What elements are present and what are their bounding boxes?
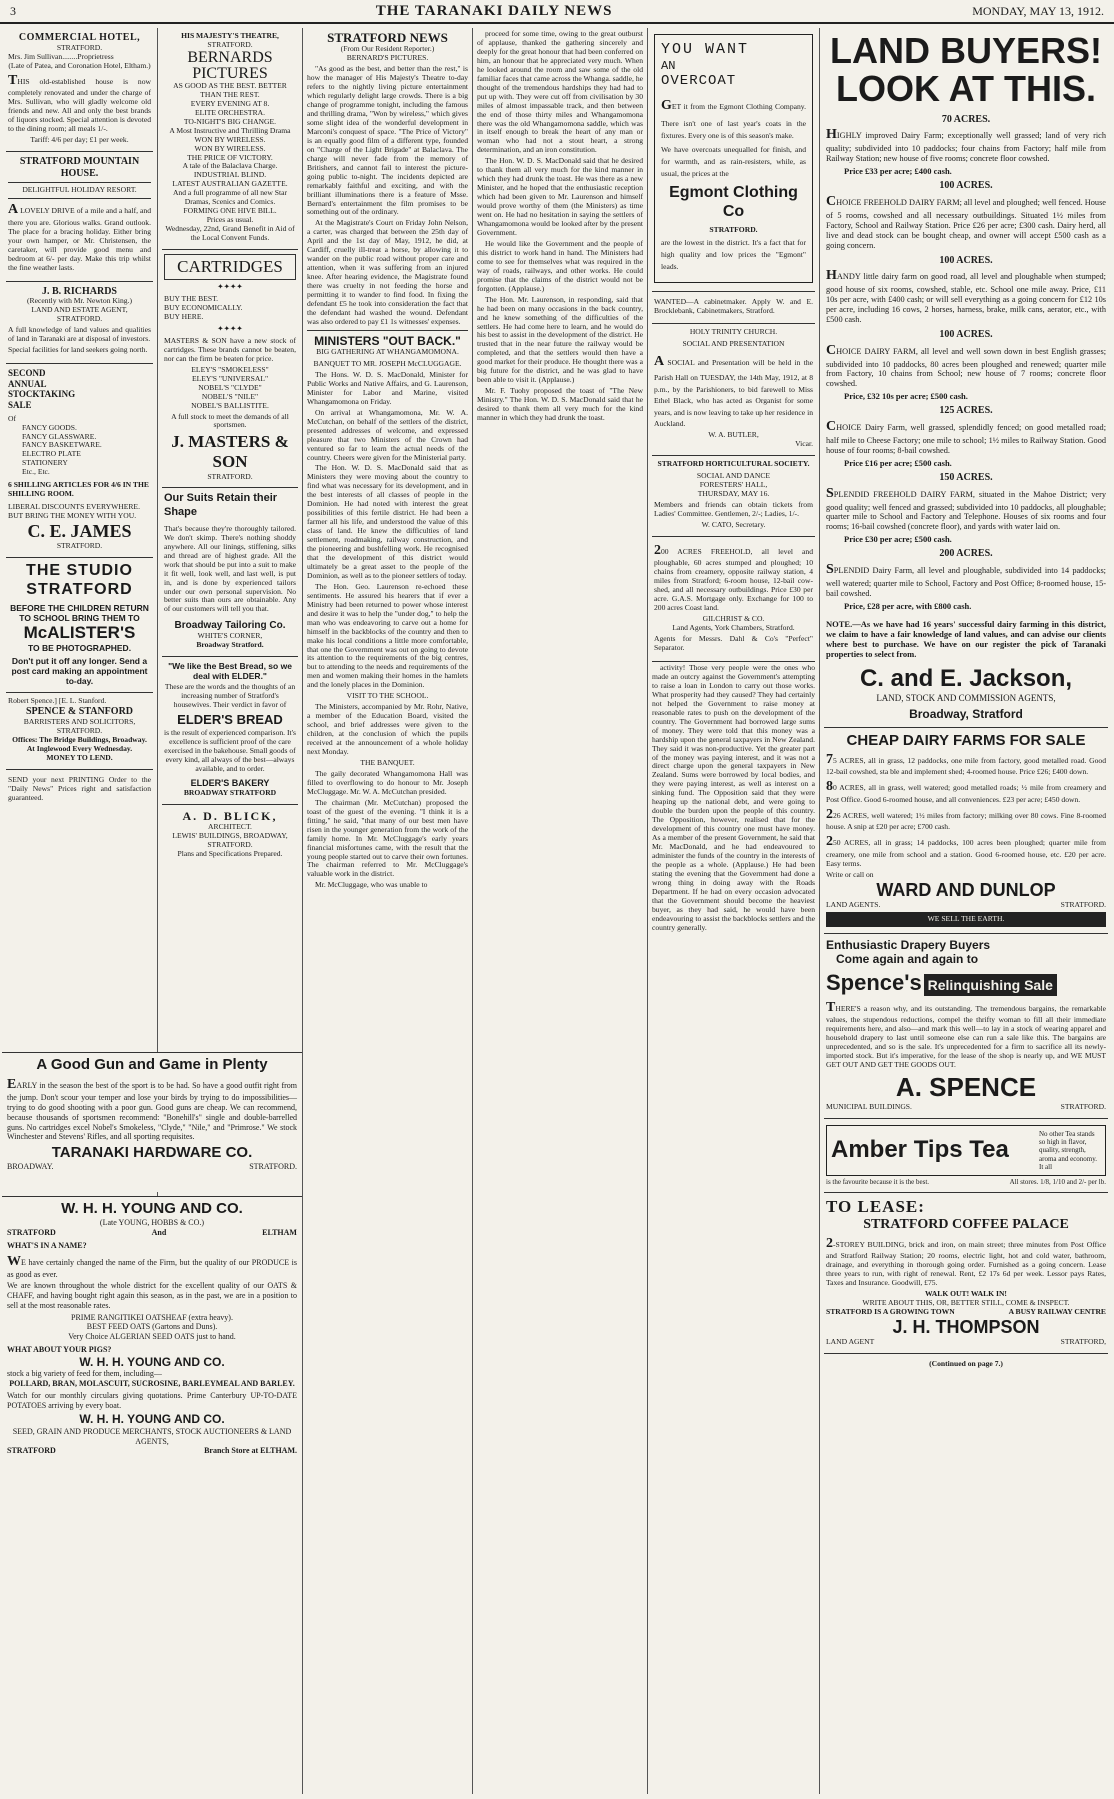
buy-line: BUY HERE. — [164, 311, 204, 321]
tailoring-address: Broadway Stratford. — [196, 640, 264, 650]
young-p3: PRIME RANGITIKEI OATSHEAF (extra heavy). — [71, 1312, 233, 1322]
farm-listing — [826, 114, 1106, 177]
hort-signature: W. CATO, Secretary. — [701, 519, 766, 529]
young-q1: WHAT'S IN A NAME? — [7, 1240, 87, 1250]
theatre-place: STRATFORD. — [207, 39, 253, 49]
coffee-palace-body: 2-STOREY BUILDING, brick and iron, on main street; three minutes from Post Office and Stratford Railway Station; 20 rooms, electric light, hot and cold water, bathroom, drainage, and everything in thorough going order. Furnished as a going concern. Lease three years to run, with right of renewal. Rent, £2 17s 6d per week. Lessor pays Rates, Taxes and Insurance. Goodwill, £75. — [826, 1235, 1106, 1288]
coffee-palace-grow: STRATFORD IS A GROWING TOWN — [826, 1307, 955, 1317]
young-bottom-left: STRATFORD — [7, 1446, 56, 1456]
sale-item: FANCY GOODS. — [22, 422, 77, 432]
church-heading: HOLY TRINITY CHURCH. — [689, 327, 778, 337]
stratford-news-heading: STRATFORD NEWS — [327, 30, 448, 45]
horticultural-ad — [652, 456, 815, 537]
theatre-every: EVERY EVENING AT 8. — [190, 98, 270, 108]
news-para-9: The chairman (Mr. McCutchan) proposed the toast of the guest of the evening. "I think it is a fitting," he said, "that many of our best men have risen in the younger generation from the work of the family home. In Mr. McCluggage's early years financial misfortunes came, with the result that the young people started out to carve their own fortunes. The chairman referred to Mr. McCluggage's valuable work in the district. — [307, 797, 468, 879]
bernards-pictures: BERNARDS PICTURES — [187, 48, 273, 82]
suits-ad — [162, 488, 298, 657]
overcoat-body-2: We have overcoats unequalled for finish, and for warmth, and as rain-resisters, while, as usual, the prices at the — [661, 145, 806, 179]
church-title: Vicar. — [795, 439, 813, 449]
farm-acres: 100 ACRES. — [939, 254, 993, 266]
cartridge-brands — [164, 366, 296, 411]
farm-description: SPLENDID FREEHOLD DAIRY FARM, situated in the Mahoe District; very good quality; well fenced and grassed; subdivided into 10 paddocks, all ploughable; quarter mile to School and Factory and Telephone. Houses of six rooms and four rooms; 16-bail cowshed (concrete floor), and yards with water laid on. — [826, 485, 1106, 532]
sale-line-4: SALE — [8, 400, 32, 411]
farm-listing — [826, 255, 1106, 325]
cartridges-heading: CARTRIDGES — [164, 254, 296, 280]
coffee-palace-write: WRITE ABOUT THIS, OR, BETTER STILL, COME & INSPECT. — [862, 1298, 1070, 1308]
farm-listing — [826, 472, 1106, 544]
spence-sale: Relinquishing Sale — [924, 974, 1057, 996]
cartridge-brand: NOBEL'S BALLISTITE. — [191, 400, 269, 410]
studio-name: McALISTER'S — [23, 623, 136, 643]
theatre-wednesday: Wednesday, 22nd, Grand Benefit in Aid of the Local Convent Funds. — [165, 224, 295, 243]
farm-acres: 100 ACRES. — [939, 180, 993, 192]
spence-name: Spence's — [826, 969, 922, 995]
coffee-palace-centre: A BUSY RAILWAY CENTRE — [1008, 1307, 1106, 1317]
sale-offer: 6 SHILLING ARTICLES FOR 4/6 IN THE SHILLING ROOM. — [8, 480, 149, 499]
hotel-late: (Late of Patea, and Coronation Hotel, Eltham.) — [8, 60, 151, 70]
farm-acres: 150 ACRES. — [939, 471, 993, 483]
gilchrist-body: 200 ACRES FREEHOLD, all level and ploughable, 60 acres stumped and ploughed; 10 chains from creamery, opposite railway station, 4 miles from Stratford; 6-room house, 12-bail cow-shed, and all necessary outbuildings. Price £30 per acre. G.A.S. Mortgage only. Exchange for 100 to 200 acres Coast land. — [654, 542, 813, 613]
mountain-house-name: STRATFORD MOUNTAIN HOUSE. — [19, 155, 140, 179]
issue-date: MONDAY, MAY 13, 1912. — [972, 3, 1104, 18]
newspaper-title: THE TARANAKI DAILY NEWS — [375, 2, 613, 19]
sale-item: STATIONERY — [22, 458, 68, 468]
news-para-3: The Hons. W. D. S. MacDonald, Minister for Public Works and Native Affairs, and G. Laurenson, Minister for Labor and Marine, visited Whangamomona on Friday. — [307, 369, 468, 406]
mountain-house-body: A LOVELY DRIVE of a mile and a half, and there you are. Glorious walks. Grand outlook. The place for a bracing holiday. Either bring your own hamper, or Mr. Christensen, the caretaker, will provide good menu and bedroom at 6/- per day. Make this trip whilst the fine weather lasts. — [8, 202, 151, 272]
young-firm-3: W. H. H. YOUNG AND CO. — [79, 1412, 225, 1427]
school-subhead: VISIT TO THE SCHOOL. — [346, 691, 429, 701]
richards-place: STRATFORD. — [56, 314, 103, 324]
theatre-orchestra: ELITE ORCHESTRA. — [194, 107, 266, 117]
spence-buildings: MUNICIPAL BUILDINGS. — [826, 1101, 912, 1111]
young-branch: Branch Store at ELTHAM. — [204, 1446, 297, 1456]
thompson-place: STRATFORD, — [1060, 1337, 1106, 1347]
richards-note: Special facilities for land seekers going north. — [8, 345, 148, 355]
hort-body: Members and friends can obtain tickets from Ladies' Committee. Gentlemen, 2/-; Ladies, 1/-. — [654, 500, 813, 519]
article-cont-2: The Hon. W. D. S. MacDonald said that he desired to thank them all very much for the kind manner in which they had drunk the toast. He was there as a new Minister, and he hoped that the enthusiastic reception which had been given to Mr. Laurenson and himself would prove worthy of them (the Ministers) as time went on. He had no hesitation in saying the settlers of Whangamomona would be looked after by the present Government. — [477, 156, 643, 237]
article-cont-4: The Hon. Mr. Laurenson, in responding, said that he had been on many occasions in the back country, and he knew something of the difficulties of the settlers. He had come here to learn, and he would do his best to assist in the development of the district. He trusted that in the near future the railway would be completed, and that the settlers would then have a good market for their produce. He thought there was a big future for the district, and he was glad to have been able to visit it. (Applause.) — [477, 294, 643, 385]
egmont-place: STRATFORD. — [709, 225, 758, 235]
studio-ad — [6, 558, 153, 693]
theatre-slogan: AS GOOD AS THE BEST. BETTER THAN THE REST. — [173, 80, 287, 99]
sale-item: Etc., Etc. — [22, 467, 50, 477]
article-cont-5: Mr. F. Tuohy proposed the toast of "The New Ministry." The Hon. W. D. S. MacDonald said that he desired to thank them all very much for the kind manner in which they had drunk the toast. — [477, 386, 643, 423]
a-spence-firm: A. SPENCE — [895, 1072, 1037, 1103]
news-para-8: The gaily decorated Whangamomona Hall was filled to overflowing to do honour to Mr. Joseph McCluggage. Mr. W. A. McCutchan presided. — [307, 768, 468, 796]
column-5 — [647, 28, 819, 1794]
elders-bakery: ELDER'S BAKERY — [190, 778, 270, 789]
jackson-role: LAND, STOCK AND COMMISSION AGENTS, — [876, 693, 1056, 704]
hardware-broadway: BROADWAY. — [7, 1162, 54, 1172]
theatre-drama-1: WON BY WIRELESS. — [194, 134, 266, 144]
article-cont-3: He would like the Government and the people of this district to work hand in hand. The Ministers had come to see for themselves what was required in the way of roads, railways, and other works. He could promise that the claims of the district would not be forgotten. (Applause.) — [477, 238, 643, 293]
hardware-body: EARLY in the season the best of the sport is to be had. So have a good outfit right from the jump. Don't scour your temper and lose your birds by trying to do impossibilities—trying to do good shooting with a poor gun. Good guns are cheap. We can recommend, because thousands of sportsmen recommend: "Bonehill's" single and double-barrelled guns. No cartridges excel Nobel's Smokeless, "Clyde," "Nile," and "Primrose." We stock Winchester and Stevens' Rifles, and all sporting requisites. — [7, 1077, 297, 1142]
buy-lines — [164, 295, 296, 322]
cheap-dairy-item: 75 ACRES, all in grass, 12 paddocks, one mile from factory, good metalled road. Good 12-bail cowshed, sta ble and implement shed; 4-roomed house. Price £26; £400 down. — [826, 751, 1106, 777]
mountain-house-ad — [6, 152, 153, 282]
elders-bread: ELDER'S BREAD — [177, 711, 283, 727]
young-p4: BEST FEED OATS (Gartons and Duns). — [86, 1322, 218, 1332]
studio-title: THE STUDIO — [26, 562, 133, 580]
farm-listing — [826, 329, 1106, 401]
farm-price: Price £16 per acre; £500 cash. — [844, 457, 952, 468]
stocktaking-sale-ad — [6, 364, 153, 558]
land-buyers-heading: LAND BUYERS! — [829, 30, 1102, 71]
church-body: A SOCIAL and Presentation will be held in the Parish Hall on TUESDAY, the 14th May, 1912, at 8 p.m., by the Parishioners, to bid farewell to Miss Ethel Black, who has acted as Organist for some years, and is now leaving to take up her residence in Auckland. — [654, 354, 813, 428]
young-p6: stock a big variety of feed for them, including— — [7, 1369, 162, 1379]
cartridges-ad: CARTRIDGES ✦✦✦✦ BUY THE BEST. BUY ECONOMICALLY. BUY HERE. ✦✦✦✦ MASTERS & SON have a new stock of cartridges. These brands cannot be beaten, nor can the firm be beaten for price. ELEY'S "SMOKELESS" ELEY'S "UNIVERSAL" NOBEL'S "CLYDE" NOBEL'S "NILE" NOBEL'S BALLISTITE. A full stock to meet the demands of all sportsmen. J. MASTERS & SON STRATFORD. — [162, 250, 298, 488]
theatre-drama-2: WON BY WIRELESS. — [194, 143, 266, 153]
cartridges-body: MASTERS & SON have a new stock of cartridges. These brands cannot be beaten, nor can the firm be beaten for price. — [164, 335, 296, 363]
ward-dunlop-tagline: WE SELL THE EARTH. — [826, 912, 1106, 927]
ministers-subhead: BIG GATHERING AT WHANGAMOMONA. — [316, 347, 459, 357]
hotel-place: STRATFORD. — [56, 42, 103, 52]
gilchrist-agents: Agents for Messrs. Dahl & Co's "Perfect" Separator. — [654, 634, 813, 653]
bakery-address: BROADWAY STRATFORD — [183, 787, 277, 797]
to-lease-heading: TO LEASE: — [826, 1197, 925, 1217]
article-continued — [652, 664, 815, 933]
bread-body: These are the words and the thoughts of an increasing number of Stratford's housewives. Their verdict in favor of — [164, 682, 296, 709]
young-ad — [2, 1196, 302, 1796]
coffee-palace-ad — [824, 1193, 1108, 1354]
hort-date: THURSDAY, MAY 16. — [697, 489, 770, 499]
overcoat-body: GET it from the Egmont Clothing Company. There isn't one of last year's coats in the fixtures. Every one is of this season's make. — [661, 98, 806, 140]
bread-heading: "We like the Best Bread, so we deal with ELDER." — [168, 661, 292, 682]
farm-price: Price, £32 10s per acre; £500 cash. — [844, 391, 968, 402]
overcoat-line-3: OVERCOAT — [661, 72, 737, 89]
cartridge-brand: NOBEL'S "NILE" — [201, 391, 259, 401]
young-p2: We are known throughout the whole district for the excellent quality of our OATS & CHAFF, and having bought right again this season, as in the past, we are in a position to sell at the most reasonable rates. — [7, 1281, 297, 1310]
blick-ad — [162, 805, 298, 865]
bread-body-2: is the result of experienced comparison. It's excellence is sufficient proof of the care exercised in the bakehouse. Small goods of every kind, all always of the best—always available, and to order. — [164, 728, 296, 774]
overcoat-ad — [652, 28, 815, 292]
sale-of: Of — [8, 413, 17, 423]
overcoat-line-2: AN — [661, 58, 676, 73]
richards-name: J. B. RICHARDS — [41, 285, 117, 297]
hardware-firm: TARANAKI HARDWARE CO. — [51, 1144, 253, 1162]
hotel-tariff: Tariff: 4/6 per day; £1 per week. — [30, 134, 129, 144]
cheap-dairy-item: 226 ACRES, well watered; 1½ miles from factory; milking over 80 cows. Fine 8-roomed house. A snip at £20 per acre; £700 cash. — [826, 806, 1106, 832]
banquet-subhead: BANQUET TO MR. JOSEPH McCLUGGAGE. — [313, 358, 462, 368]
spence-body: THERE'S a reason why, and its outstanding. The tremendous bargains, the remarkable values, the stupendous reductions, compel the thrifty woman to fill all their immediate requirements here, and also—and mark this well—to lay in a stock of wearing apparel and household drapery to last until someone else can run a sale like this. The bargains are unprecedented, and so is the sale. It's unprecedented for a firm to sacrifice all its newly-imported stock. But it's imperative, for the lease of the shop is nearly up, and WE MUST GET OUT AND GET THE GOODS OUT. — [826, 999, 1106, 1070]
overcoat-line-1: YOU WANT — [661, 41, 750, 58]
cheap-dairy-item: 80 ACRES, all in grass, well watered; good metalled roads; ½ mile from creamery and Post Office. Good 6-roomed house, and all conveniences. £23 per acre; £450 down. — [826, 779, 1106, 804]
young-p1: WE have certainly changed the name of the Firm, but the quality of our PRODUCE is as good as ever. — [7, 1253, 297, 1279]
theatre-name: HIS MAJESTY'S THEATRE, — [181, 31, 279, 40]
spence-inglewood: At Inglewood Every Wednesday. — [26, 743, 133, 753]
egmont-clothing-firm: Egmont Clothing Co — [669, 184, 798, 221]
farm-description: SPLENDID Dairy Farm, all level and ploughable, subdivided into 14 paddocks; well watered; quarter mile to School, Factory and Post Office; 8-roomed house, 15-bail cowshed. — [826, 562, 1106, 598]
hort-hall: FORESTERS' HALL, — [699, 480, 768, 490]
news-para-7: The Ministers, accompanied by Mr. Rohr, Native, a member of the Education Board, visited the school, and brief addresses were given to the children, at the conclusion of which the pupils received at the announcement of a whole holiday next Monday. — [307, 702, 468, 757]
stratford-news-byline: (From Our Resident Reporter.) — [340, 44, 435, 54]
spence-place: STRATFORD. — [1060, 1101, 1106, 1111]
column-6 — [819, 28, 1112, 1794]
gilchrist-role: Land Agents, York Chambers, Stratford. — [672, 623, 795, 633]
cartridge-brand: NOBEL'S "CLYDE" — [198, 382, 262, 392]
farm-price: Price £30 per acre; £500 cash. — [844, 534, 952, 545]
farm-acres: 200 ACRES. — [939, 548, 993, 560]
ministers-heading: MINISTERS "OUT BACK." — [314, 333, 461, 348]
young-p7: Watch for our monthly circulars giving quotations. Prime Canterbury UP-TO-DATE POTATOES arriving by every boat. — [7, 1390, 297, 1410]
jackson-note: NOTE.—As we have had 16 years' successful dairy farming in this district, we claim to have a fair knowledge of land values, and can advise our clients where best to purchase. We have on our register the pick of Taranaki properties to select from. — [826, 618, 1106, 659]
studio-body: BEFORE THE CHILDREN RETURN TO SCHOOL BRING THEM TO — [10, 603, 149, 624]
cheap-dairy-ad — [824, 728, 1108, 934]
mountain-house-tagline: DELIGHTFUL HOLIDAY RESORT. — [22, 185, 137, 195]
buy-line: BUY ECONOMICALLY. — [164, 303, 243, 313]
suits-heading: Our Suits Retain their Shape — [164, 492, 278, 518]
page-number: 3 — [10, 3, 16, 18]
gilchrist-ad — [652, 537, 815, 662]
sale-item: FANCY BASKETWARE. — [22, 440, 102, 450]
theatre-blind: INDUSTRIAL BLIND. — [193, 170, 267, 180]
young-p5: Very Choice ALGERIAN SEED OATS just to hand. — [68, 1332, 236, 1342]
sale-line-2: ANNUAL — [8, 378, 47, 389]
young-late: (Late YOUNG, HOBBS & CO.) — [99, 1218, 205, 1228]
hort-sub: SOCIAL AND DANCE — [696, 471, 771, 481]
richards-sub: (Recently with Mr. Newton King.) — [26, 296, 133, 306]
buy-line: BUY THE BEST. — [164, 294, 219, 304]
continued-notice: (Continued on page 7.) — [929, 1359, 1003, 1369]
hotel-body: THIS old-established house is now completely renovated and under the charge of Mrs. Sullivan, who will gladly welcome old friends and new. All and only the best brands of liquors stocked. Special attention is devoted to the dining room; all meals 1/-. — [8, 72, 151, 133]
look-at-this-heading: LOOK AT THIS. — [836, 67, 1096, 109]
studio-tip: Don't put it off any longer. Send a post card making an appointment to-day. — [11, 656, 148, 687]
ward-dunlop-place: STRATFORD. — [1060, 899, 1106, 909]
news-para-2: At the Magistrate's Court on Friday John Nelson, a carter, was charged that between the 25th day of April and the 1st day of May, 1912, he did, at Cardiff, cruelly ill-treat a horse, by allowing it to wander on the public road without proper care and attention, when it was suffering from an injured knee. After hearing evidence, the Magistrate found there was cruelty in not feeding the horse and permitting it to wander to find food. In fixing the defendant £5 he took into consideration the fact that the defendant had washed the wound. Defendant was also ordered to pay £1 1s witnesses' expenses. — [307, 218, 468, 326]
amber-tips-name: Amber Tips Tea — [831, 1136, 1009, 1164]
farm-description: HIGHLY improved Dairy Farm; exceptionally well grassed; land of very rich quality; subdivided into 10 paddocks; four chains from Factory; half mile from Railway Station; new house of five rooms; concrete floor cowshed. — [826, 127, 1106, 164]
blick-plans: Plans and Specifications Prepared. — [177, 848, 283, 858]
studio-place: STRATFORD — [26, 581, 133, 599]
richards-ad — [6, 282, 153, 365]
ce-james-name: C. E. JAMES — [27, 521, 132, 542]
wanted-ad — [652, 292, 815, 325]
article-cont-1: proceed for some time, owing to the great outburst of applause, thanked the gathering sincerely and deeply for the great honour that had been conferred on him, an honour that he appreciated very much. When he looked around the room and saw some of the old familiar faces that came across the Whanga. saddle, he thought of the tremendous hardships they had had to put up with. They were cut off from civilisation by 30 miles of almost impassable track, and then between the end of those thirty miles and Whangamomona there was the old Whangamomona saddle, which was in itself enough to break the heart of any man or woman who had not a stout heart, a strong determination, and an iron constitution. — [477, 29, 644, 155]
masters-firm: J. MASTERS & SON — [171, 432, 289, 472]
masters-place: STRATFORD. — [207, 471, 253, 481]
news-para-6: The Hon. Geo. Laurenson re-echoed these sentiments. He assured his hearers that if ever a Ministry had been returned to power whose interest and desire it was to help the "under dog," to help the man who was endeavoring to carve out a home for himself in the backblocks of the country and then to make his local conditions a little more comfortable, that one the Government was out on going to devote its attention to the requirements of the big centres, but to attending to the needs and requirements of the men and women making their homes in the hamlets and the lonely places in the Dominion. — [307, 581, 468, 690]
theatre-change: TO-NIGHT'S BIG CHANGE. — [183, 116, 277, 126]
hotel-name: COMMERCIAL HOTEL, — [18, 32, 141, 43]
hotel-proprietress: Mrs. Jim Sullivan........Proprietress — [8, 51, 114, 61]
banquet-heading: THE BANQUET. — [360, 757, 415, 767]
blick-role: ARCHITECT. — [208, 821, 252, 831]
printing-body: SEND your next PRINTING Order to the "Daily News" Prices right and satisfaction guaranteed. — [8, 774, 151, 802]
cheap-dairy-heading: CHEAP DAIRY FARMS FOR SALE — [846, 732, 1086, 750]
amber-tips-side: No other Tea stands so high in flavor, quality, strength, aroma and economy. It all — [1039, 1129, 1098, 1171]
amber-tips-stores: All stores. 1/8, 1/10 and 2/- per lb. — [1009, 1178, 1106, 1187]
printing-ad — [6, 770, 153, 811]
cartridges-full: A full stock to meet the demands of all sportsmen. — [171, 411, 289, 430]
news-para-4: On arrival at Whangamomona, Mr. W. A. McCutchan, on behalf of the settlers of the district, presented addresses of welcome, and expressed pleasure that two Ministers of the Crown had ventured so far to learn the actual needs of the country. Cheers were given for the Ministerial party. — [307, 407, 468, 462]
thompson-role: LAND AGENT — [826, 1337, 875, 1347]
spence-offices: Offices: The Bridge Buildings, Broadway. — [12, 734, 147, 744]
jackson-ad — [824, 28, 1108, 728]
farm-description: HANDY little dairy farm on good road, all level and ploughable when stumped; good house of six rooms, cowshed, stable, etc. School one mile away. Price, £11 10s per acre, with £400 cash; or will sell everything as a going concern for £12 10s per acre, including 16 cows, 2 horses, harness, brake, milk cans, aerator, etc., with £500 cash. — [826, 268, 1106, 324]
young-trade: SEED, GRAIN AND PRODUCE MERCHANTS, STOCK AUCTIONEERS & LAND AGENTS, — [12, 1426, 292, 1446]
news-para-5: The Hon. W. D. S. MacDonald said that as Ministers they were moving about the country to find what was necessary for its development, and in the best interests of all classes of people in the Dominion. He had noted with interest the great possibilities of this fertile district. He had been a farmer all his life, and understood the value of this class of land. He knew the difficulties of land settlement, roadmaking, railway construction, and the pioneering and bushfelling work. He recognised that the development of this district would ultimately be a great asset to the people of the Dominion, as well as to the pioneer settlers of today. — [307, 463, 468, 580]
spence-line-1: Enthusiastic Drapery Buyers — [826, 937, 991, 952]
news-para-1: "As good as the best, and better than the rest," is how the manager of His Majesty's Theatre to-day refers to the nightly living picture entertainment which regularly delight large crowds. There is a big change of programme tonight, including the famous and thrilling drama, "Won by wireless," which gives some slight idea of the wonderful development in Marconi's conquest of space. "The Price of Victory" is an equally good film of a different type, founded on "Charge of the Light Brigade" at Balaclava. The charge will never fade from the memory of Britishers, and cannot fail to interest the picture-going public to-night. The incidents depicted are remarkably faithful and exciting, and with the brilliant illuminations there is a feature of Msse. Bernard's entertainment the film promises to be something out of the ordinary. — [307, 64, 468, 217]
sale-item: FANCY GLASSWARE. — [22, 431, 97, 441]
gilchrist-firm: GILCHRIST & CO. — [702, 614, 765, 624]
column-4 — [472, 28, 647, 1794]
theatre-prices: Prices as usual. — [206, 215, 254, 225]
richards-role: LAND AND ESTATE AGENT, — [31, 305, 128, 315]
young-stratford: STRATFORD — [7, 1228, 56, 1238]
farm-acres: 125 ACRES. — [939, 405, 993, 417]
cheap-dairy-item: 250 ACRES, all in grass; 14 paddocks, 100 acres been ploughed; quarter mile from creamery, one mile from school and a station. Good 6-roomed house, etc. £20 per acre. Easy terms. — [826, 834, 1106, 868]
richards-body: A full knowledge of land values and qualities of land in Taranaki are at disposal of investors. — [8, 325, 151, 344]
hort-name: STRATFORD HORTICULTURAL SOCIETY. — [657, 459, 810, 469]
sale-line-1: SECOND — [8, 368, 46, 379]
coffee-palace-name: STRATFORD COFFEE PALACE — [863, 1217, 1069, 1233]
wanted-body: WANTED—A cabinetmaker. Apply W. and E. Brocklebank, Cabinetmakers, Stratford. — [654, 296, 813, 315]
jackson-address: Broadway, Stratford — [909, 706, 1023, 721]
farm-listing — [826, 180, 1106, 250]
young-firm: W. H. H. YOUNG AND CO. — [61, 1200, 243, 1217]
studio-photo: TO BE PHOTOGRAPHED. — [27, 643, 132, 654]
sale-items — [8, 424, 151, 478]
farm-listing — [826, 405, 1106, 468]
ward-dunlop-role: LAND AGENTS. — [826, 899, 881, 909]
spence-stanford-ad — [6, 693, 153, 770]
spence-role: BARRISTERS AND SOLICITORS, STRATFORD. — [23, 716, 136, 735]
article-cont-col5: activity! Those very people were the ones who made an outcry against the Government's attempting to raise a loan in London to carry out those works. What prosperity had they caused? They had certainly not helped the Government to raise money at reasonable rates to push on the development of the country. The Government had borrowed large sums of money. They were told that this money was a hardship upon the general taxpayers in New Zealand. They said it was non-productive. Yet the greater part of the money was paying interest, and it was not a direct charge upon the general taxpayers in New Zealand. Sums were borrowed by local bodies, and they were paying interest, as well as interest on a sinking fund. The Opposition said that they were heaping up the national debt, and were going to double the burden upon the people of this country. The Opposition, however, realised that for the development of this country one must have money. As a member of the present Government, he said that Mr. MacDonald, and he had endeavoured to administer the funds of the country in the interests of the people as a whole. (Applause.) He had been stating the evening that the Government had done a wrong thing in doing away with the Roads Department. If he had on every occasion advocated that the Government should become the heaviest buyer, as they had said, he would have been endeavouring to assist the backblocks settlers and the country generally. — [652, 662, 815, 932]
theatre-balaclava: A tale of the Balaclava Charge. — [182, 161, 278, 171]
farm-price: Price, £28 per acre, with £800 cash. — [844, 600, 972, 611]
commercial-hotel-ad — [6, 28, 153, 152]
theatre-gazette: LATEST AUSTRALIAN GAZETTE. — [172, 179, 288, 189]
sale-item: ELECTRO PLATE — [22, 449, 81, 459]
theatre-most: A Most Instructive and Thrilling Drama — [169, 125, 291, 135]
cheap-write: Write or call on — [826, 869, 874, 879]
amber-tips-ad — [824, 1119, 1108, 1194]
cartridge-brand: ELEY'S "SMOKELESS" — [191, 364, 269, 374]
spence-line-2: Come again and again to — [836, 951, 979, 966]
young-feeds: POLLARD, BRAN, MOLASCUIT, SUCROSINE, BARLEYMEAL AND BARLEY. — [9, 1379, 295, 1388]
farm-list — [826, 114, 1106, 611]
hardware-place: STRATFORD. — [249, 1162, 297, 1172]
church-sub: SOCIAL AND PRESENTATION — [682, 339, 785, 349]
young-eltham: ELTHAM — [262, 1228, 297, 1238]
farm-description: CHOICE DAIRY FARM, all level and well sown down in best English grasses; subdivided into 10 paddocks, 80 acres been ploughed and renewed; quarter mile from Factory, 10 chains from School; new house of 7 rooms; concrete floor cowshed. — [826, 342, 1106, 389]
church-signature: W. A. BUTLER, — [708, 430, 759, 440]
farm-listing — [826, 548, 1106, 611]
news-para-10: Mr. McCluggage, who was unable to — [315, 880, 428, 890]
young-and: And — [151, 1228, 167, 1238]
theatre-ad — [162, 28, 298, 250]
young-q2: WHAT ABOUT YOUR PIGS? — [7, 1344, 112, 1354]
hardware-ad — [2, 1052, 302, 1192]
tailoring-firm: Broadway Tailoring Co. — [174, 620, 286, 632]
sale-line-3: STOCKTAKING — [8, 389, 76, 400]
overcoat-body-3: are the lowest in the district. It's a fact that for high quality and low prices the "Egmont" leads. — [661, 238, 806, 272]
ce-james-place: STRATFORD. — [56, 541, 103, 551]
ward-dunlop-firm: WARD AND DUNLOP — [876, 879, 1056, 900]
farm-acres: 100 ACRES. — [939, 328, 993, 340]
farm-acres: 70 ACRES. — [941, 113, 991, 125]
spence-firm: SPENCE & STANFORD — [25, 706, 134, 718]
jackson-firm: C. and E. Jackson, — [859, 664, 1073, 692]
cartridge-brand: ELEY'S "UNIVERSAL" — [191, 373, 269, 383]
farm-price: Price £33 per acre; £400 cash. — [844, 166, 952, 177]
farm-description: CHOICE Dairy Farm, well grassed, splendidly fenced; on good metalled road; half mile to Cheese Factory; one mile to school; 1½ miles to Railway Station. Good house of four rooms; 8-bail cowshed. — [826, 419, 1106, 455]
spence-money: MONEY TO LEND. — [46, 752, 113, 762]
theatre-full: And a full programme of all new Star Dramas, Scenics and Comics. — [172, 188, 288, 207]
suits-body: That's because they're thoroughly tailored. We don't skimp. There's nothing shoddy anywhere. All our linings, stiffening, silks and thread are of highest grade. All the work that should be put into a suit to make it fit well, look well, and last well, is put in, and is done by experienced tailors under our own personal supervision. No better suits than ours are obtainable. Any of our customers will tell you that. — [164, 523, 296, 614]
spence-drapery-ad — [824, 934, 1108, 1119]
bernards-subhead: BERNARD'S PICTURES. — [346, 53, 429, 63]
column-3 — [302, 28, 472, 1794]
theatre-forming: FORMING ONE HIVE BILL. — [183, 206, 277, 216]
church-ad — [652, 324, 815, 456]
coffee-palace-walk: WALK OUT! WALK IN! — [925, 1289, 1007, 1299]
young-firm-2: W. H. H. YOUNG AND CO. — [79, 1354, 225, 1369]
blick-address: LEWIS' BUILDINGS, BROADWAY, STRATFORD. — [172, 830, 288, 849]
farm-description: CHOICE FREEHOLD DAIRY FARM; all level and ploughed; well fenced. House of 5 rooms, cowshed and all necessary outbuildings. Situated 1½ miles from Factory, School and Railway Station. Price £26 per acre; £300 cash. Dairy herd, all live and dead stock can be bought cheap, and owner will accept £500 cash as a going concern. — [826, 193, 1106, 250]
spence-signatures: Robert Spence.] [E. L. Stanford. — [8, 696, 107, 706]
hardware-heading: A Good Gun and Game in Plenty — [36, 1056, 268, 1073]
cheap-dairy-list — [826, 752, 1106, 869]
masthead — [0, 0, 1114, 24]
sale-discounts: LIBERAL DISCOUNTS EVERYWHERE. BUT BRING THE MONEY WITH YOU. — [8, 502, 140, 521]
thompson-firm: J. H. THOMPSON — [892, 1317, 1040, 1338]
blick-name: A. D. BLICK, — [182, 808, 278, 823]
bread-ad — [162, 657, 298, 805]
theatre-price-victory: THE PRICE OF VICTORY. — [187, 152, 273, 162]
tailoring-corner: WHITE'S CORNER, — [197, 631, 263, 641]
amber-tips-tag: is the favourite because it is the best. — [826, 1178, 930, 1187]
